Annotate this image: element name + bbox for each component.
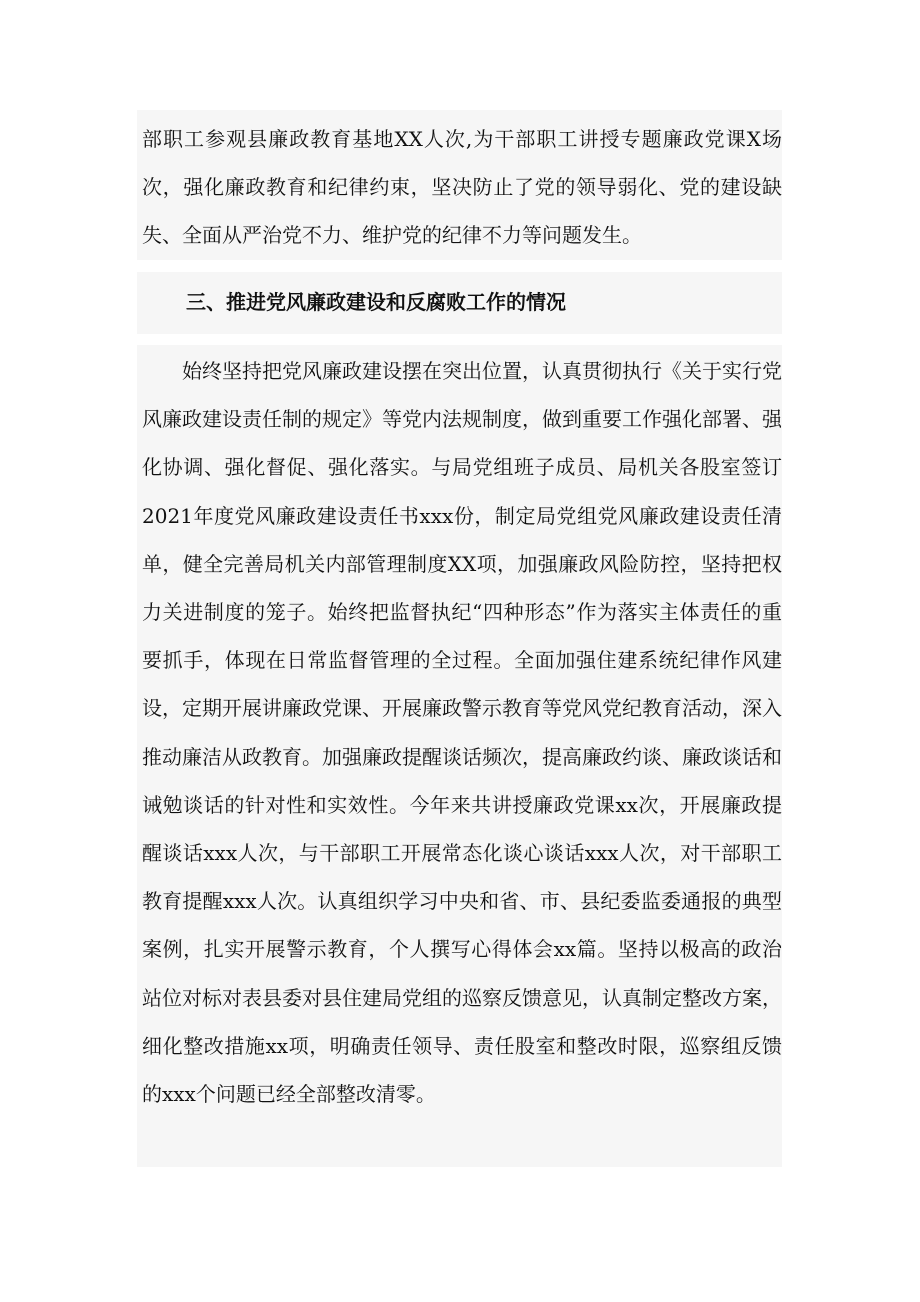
section-paragraph-block — [137, 345, 782, 1167]
section-heading-block — [137, 272, 782, 334]
continued-paragraph-block — [137, 110, 782, 260]
section-heading: 三、推进党风廉政建设和反腐败工作的情况 — [186, 290, 566, 314]
section-paragraph: 始终坚持把党风廉政建设摆在突出位置，认真贯彻执行《关于实行党风廉政建设责任制的规定》等党内法规制度，做到重要工作强化部署、强化协调、强化督促、强化落实。与局党组班子成员、局机关各股室签订2021年度党风廉政建设责任书xxx份，制定局党组党风廉政建设责任清单，健全完善局机关内部管理制度XX项，加强廉政风险防控，坚持把权力关进制度的笼子。始终把监督执纪“四种形态”作为落实主体责任的重要抓手，体现在日常监督管理的全过程。全面加强住建系统纪律作风建设，定期开展讲廉政党课、开展廉政警示教育等党风党纪教育活动，深入推动廉洁从政教育。加强廉政提醒谈话频次，提高廉政约谈、廉政谈话和诫勉谈话的针对性和实效性。今年来共讲授廉政党课xx次，开展廉政提醒谈话xxx人次，与干部职工开展常态化谈心谈话xxx人次，对干部职工教育提醒xxx人次。认真组织学习中央和省、市、县纪委监委通报的典型案例，扎实开展警示教育，个人撰写心得体会xx篇。坚持以极高的政治站位对标对表县委对县住建局党组的巡察反馈意见，认真制定整改方案，细化整改措施xx项，明确责任领导、责任股室和整改时限，巡察组反馈的xxx个问题已经全部整改清零。 — [142, 359, 782, 1107]
continued-paragraph: 部职工参观县廉政教育基地XX人次,为干部职工讲授专题廉政党课X场次，强化廉政教育和纪律约束，坚决防止了党的领导弱化、党的建设缺失、全面从严治党不力、维护党的纪律不力等问题发生。 — [142, 127, 782, 248]
